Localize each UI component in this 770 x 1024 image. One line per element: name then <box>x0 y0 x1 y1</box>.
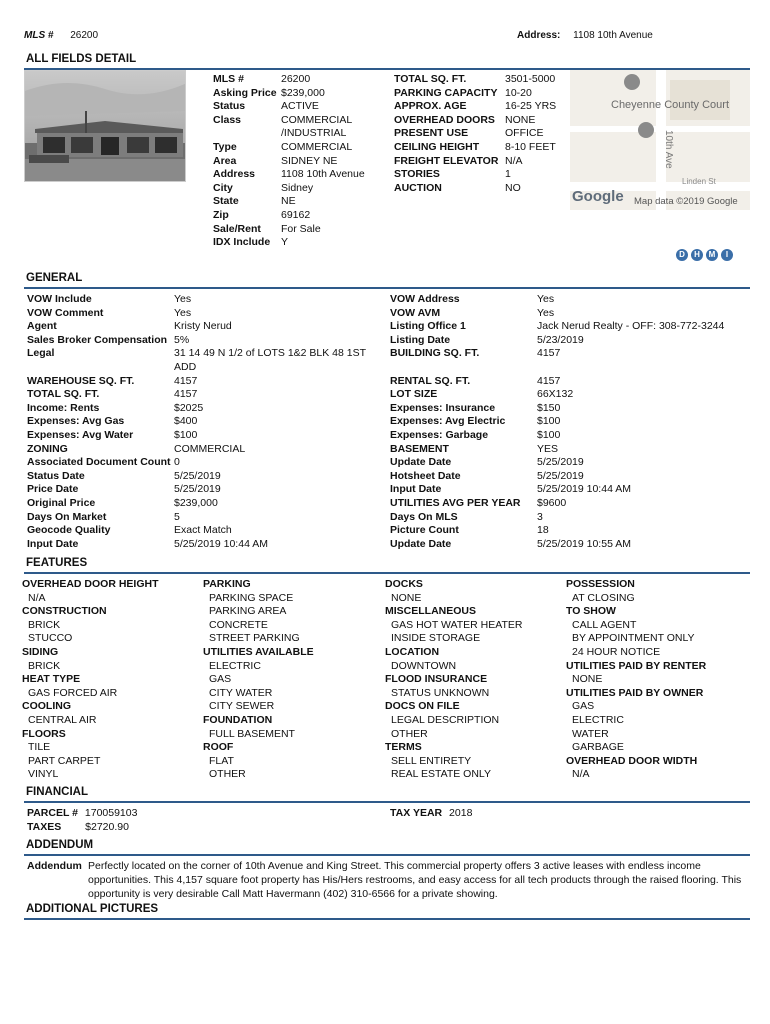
feature-heading: FLOORS <box>22 727 66 740</box>
field-value: 66X132 <box>537 388 574 401</box>
feature-heading: DOCS ON FILE <box>385 700 460 713</box>
feature-item: STREET PARKING <box>209 632 300 645</box>
field-value: 5/25/2019 <box>537 456 584 469</box>
field-label <box>27 361 174 375</box>
badge-h[interactable]: H <box>691 249 703 261</box>
field-label: Expenses: Garbage <box>390 428 489 441</box>
feature-item: PARKING AREA <box>209 605 287 618</box>
field-label: Input Date <box>27 537 79 550</box>
badge-m[interactable]: M <box>706 249 718 261</box>
field-value: 5/25/2019 <box>537 469 584 482</box>
field-value: YES <box>537 442 559 455</box>
field-row <box>390 497 724 511</box>
section-title: GENERAL <box>26 272 83 285</box>
field-label: Days On Market <box>27 510 107 523</box>
field-value: NONE <box>505 113 536 126</box>
field-row <box>390 456 724 470</box>
feature-item: GAS HOT WATER HEATER <box>391 618 523 631</box>
field-row <box>27 470 366 484</box>
summary-right <box>394 73 556 195</box>
field-row <box>27 402 366 416</box>
field-value: $400 <box>174 415 198 428</box>
parcel-value: 170059103 <box>84 807 138 819</box>
field-value: OFFICE <box>505 127 544 140</box>
header-mls-value: 26200 <box>70 30 99 41</box>
field-row <box>394 114 556 128</box>
field-label: Expenses: Avg Water <box>27 428 134 441</box>
field-row <box>394 73 556 87</box>
field-row <box>27 524 366 538</box>
field-label: MLS # <box>213 73 244 85</box>
field-row <box>27 388 366 402</box>
field-row <box>213 87 365 101</box>
field-label: BUILDING SQ. FT. <box>390 347 480 360</box>
field-row <box>27 538 366 552</box>
field-row <box>27 429 366 443</box>
field-label: Associated Document Count <box>27 456 171 469</box>
feature-item: BY APPOINTMENT ONLY <box>572 632 695 645</box>
field-value: ACTIVE <box>281 100 319 113</box>
taxes-value: $2720.90 <box>85 821 129 833</box>
field-label: State <box>213 195 239 208</box>
badge-i[interactable]: I <box>721 249 733 261</box>
field-row <box>390 483 724 497</box>
field-label: FREIGHT ELEVATOR <box>394 154 499 167</box>
field-label: IDX Include <box>213 236 271 249</box>
section-title: ADDITIONAL PICTURES <box>26 903 159 916</box>
field-label: Sale/Rent <box>213 222 261 235</box>
field-value: 4157 <box>537 374 561 387</box>
field-row <box>390 347 724 361</box>
header-mls-label: MLS # <box>24 30 54 41</box>
field-value: Yes <box>537 306 555 319</box>
field-label: CEILING HEIGHT <box>394 140 480 153</box>
field-label: STORIES <box>394 168 440 181</box>
field-value: /INDUSTRIAL <box>281 127 347 140</box>
features-col-4 <box>566 578 706 782</box>
field-value: 5% <box>174 333 190 346</box>
field-label: Expenses: Avg Electric <box>390 415 506 428</box>
field-label: Zip <box>213 208 229 221</box>
field-value: Yes <box>174 306 192 319</box>
field-label <box>390 361 537 375</box>
feature-item: CONCRETE <box>209 618 268 631</box>
feature-heading: CONSTRUCTION <box>22 605 107 618</box>
features-col-3 <box>385 578 522 782</box>
section-title: ADDENDUM <box>26 839 94 852</box>
property-photo[interactable] <box>24 70 186 182</box>
field-value: 0 <box>174 456 180 469</box>
section-addendum <box>24 839 750 856</box>
field-value: ADD <box>174 360 197 373</box>
field-value: COMMERCIAL <box>174 442 246 455</box>
addendum-line-2: opportunities. This 4,157 square foot property has His/Hers restrooms, and easy access for all tech products through the raised flooring. This <box>88 874 742 886</box>
field-value: $100 <box>174 428 198 441</box>
feature-heading: ROOF <box>203 741 234 754</box>
feature-heading: PARKING <box>203 578 251 590</box>
feature-heading: FLOOD INSURANCE <box>385 673 488 686</box>
field-label: APPROX. AGE <box>394 100 467 113</box>
field-row <box>390 388 724 402</box>
field-value: Jack Nerud Realty - OFF: 308-772-3244 <box>537 320 725 333</box>
field-label: OVERHEAD DOORS <box>394 113 495 126</box>
field-row <box>213 127 365 141</box>
field-value: $9600 <box>537 496 567 509</box>
field-label: TOTAL SQ. FT. <box>27 388 100 401</box>
field-value: 5/25/2019 <box>174 483 221 496</box>
field-value: 5/25/2019 10:44 AM <box>537 483 631 496</box>
feature-heading: TERMS <box>385 741 422 754</box>
field-label: Expenses: Avg Gas <box>27 415 125 428</box>
field-row <box>27 334 366 348</box>
field-value: Yes <box>537 293 555 305</box>
field-row <box>213 73 365 87</box>
field-value: $239,000 <box>281 86 325 99</box>
field-value: 1 <box>505 168 511 181</box>
field-value: Yes <box>174 293 192 305</box>
field-label: RENTAL SQ. FT. <box>390 374 471 387</box>
section-title: FEATURES <box>26 557 88 570</box>
field-label: ZONING <box>27 442 68 455</box>
feature-item: TILE <box>28 741 51 754</box>
field-row <box>27 443 366 457</box>
field-value: For Sale <box>281 222 321 235</box>
field-label: Expenses: Insurance <box>390 401 496 414</box>
map-label-street: Linden St <box>682 177 716 186</box>
feature-item: CALL AGENT <box>572 618 637 631</box>
feature-item: BRICK <box>28 659 61 672</box>
field-label: PARKING CAPACITY <box>394 86 498 99</box>
field-row <box>394 127 556 141</box>
field-row <box>390 402 724 416</box>
addendum-text <box>88 860 748 902</box>
field-label: Listing Office 1 <box>390 320 466 333</box>
features-col-1 <box>22 578 159 782</box>
header-address <box>517 29 653 43</box>
feature-item: GARBAGE <box>572 741 624 754</box>
field-row <box>213 182 365 196</box>
field-value: Kristy Nerud <box>174 320 232 333</box>
field-row <box>27 347 366 361</box>
field-value: 3501-5000 <box>505 73 556 85</box>
field-value: 4157 <box>174 388 198 401</box>
field-label: VOW Include <box>27 293 92 305</box>
field-row <box>390 443 724 457</box>
field-row <box>27 511 366 525</box>
field-row <box>390 511 724 525</box>
field-label: Class <box>213 113 242 126</box>
field-label: Income: Rents <box>27 401 100 414</box>
field-value: 1108 10th Avenue <box>281 168 365 181</box>
field-label: LOT SIZE <box>390 388 438 401</box>
field-row <box>213 100 365 114</box>
field-value: COMMERCIAL <box>281 113 353 126</box>
feature-heading: COOLING <box>22 700 71 713</box>
feature-heading: OVERHEAD DOOR WIDTH <box>566 754 698 767</box>
feature-item: SELL ENTIRETY <box>391 754 472 767</box>
field-label: PRESENT USE <box>394 127 469 140</box>
field-label: City <box>213 181 233 194</box>
field-label: Status <box>213 100 246 113</box>
field-value: 10-20 <box>505 86 532 99</box>
feature-heading: LOCATION <box>385 645 440 658</box>
parcel-label: PARCEL # <box>27 807 78 819</box>
feature-item: FLAT <box>209 754 234 767</box>
field-label: Update Date <box>390 537 452 550</box>
feature-item: ELECTRIC <box>209 659 261 672</box>
field-label: Hotsheet Date <box>390 469 461 482</box>
feature-heading: SIDING <box>22 645 59 658</box>
field-value: 5 <box>174 510 180 523</box>
feature-item: CENTRAL AIR <box>28 713 97 726</box>
field-value: $150 <box>537 401 561 414</box>
field-row <box>27 483 366 497</box>
map-label-avenue: 10th Ave <box>663 130 674 169</box>
field-value: 5/25/2019 <box>174 469 221 482</box>
field-label: Price Date <box>27 483 79 496</box>
tax-year-label: TAX YEAR <box>390 807 443 819</box>
field-value: 3 <box>537 510 543 523</box>
field-value: NE <box>281 195 296 208</box>
feature-heading: OVERHEAD DOOR HEIGHT <box>22 578 159 590</box>
feature-item: GAS <box>209 673 232 686</box>
feature-item: ELECTRIC <box>572 713 624 726</box>
feature-heading: MISCELLANEOUS <box>385 605 477 618</box>
field-value: SIDNEY NE <box>281 154 338 167</box>
section-all-fields <box>24 53 750 70</box>
field-row <box>394 141 556 155</box>
feature-heading: POSSESSION <box>566 578 635 590</box>
header-address-label: Address: <box>517 30 561 41</box>
field-row <box>27 415 366 429</box>
field-value: 69162 <box>281 208 311 221</box>
field-row <box>394 182 556 196</box>
feature-heading: DOCKS <box>385 578 423 590</box>
field-value: 5/23/2019 <box>537 333 584 346</box>
section-general <box>24 272 750 289</box>
field-label: Input Date <box>390 483 442 496</box>
map-label-court: Cheyenne County Court <box>611 99 730 111</box>
field-row <box>27 375 366 389</box>
map-attribution: Map data ©2019 Google <box>634 196 738 207</box>
summary-left <box>213 73 365 250</box>
feature-heading: TO SHOW <box>566 605 616 618</box>
field-row <box>390 538 724 552</box>
field-label: VOW Address <box>390 293 460 305</box>
field-row <box>213 223 365 237</box>
feature-item: BRICK <box>28 618 61 631</box>
field-row <box>390 375 724 389</box>
field-value: 18 <box>537 524 549 537</box>
feature-heading: UTILITIES PAID BY RENTER <box>566 659 707 672</box>
field-label: Status Date <box>27 469 85 482</box>
field-value: 31 14 49 N 1/2 of LOTS 1&2 BLK 48 1ST <box>174 347 367 360</box>
feature-heading: HEAT TYPE <box>22 673 81 686</box>
field-row <box>213 168 365 182</box>
field-row <box>390 334 724 348</box>
field-value: 5/25/2019 10:55 AM <box>537 537 631 550</box>
tax-year-row <box>390 807 472 821</box>
field-row <box>390 524 724 538</box>
general-right <box>390 293 724 551</box>
field-value: 16-25 YRS <box>505 100 557 113</box>
field-value: $239,000 <box>174 496 218 509</box>
field-label: Listing Date <box>390 333 451 346</box>
field-label: Asking Price <box>213 86 277 99</box>
field-value: 8-10 FEET <box>505 140 556 153</box>
feature-item: GAS FORCED AIR <box>28 686 118 699</box>
field-row <box>390 361 724 375</box>
field-value: $100 <box>537 428 561 441</box>
tax-year-value: 2018 <box>449 807 473 819</box>
feature-item: GAS <box>572 700 595 713</box>
field-row <box>390 470 724 484</box>
field-label: AUCTION <box>394 181 442 194</box>
badge-d[interactable]: D <box>676 249 688 261</box>
header-address-value: 1108 10th Avenue <box>573 30 653 41</box>
field-label: Legal <box>27 347 55 360</box>
map-logo: Google <box>572 188 624 205</box>
feature-item: DOWNTOWN <box>391 659 457 672</box>
field-row <box>27 320 366 334</box>
media-badges <box>676 249 733 261</box>
section-title: ALL FIELDS DETAIL <box>26 53 137 66</box>
section-title: FINANCIAL <box>26 786 88 799</box>
field-label: Area <box>213 154 237 167</box>
field-label: Sales Broker Compensation <box>27 333 168 346</box>
field-row <box>390 307 724 321</box>
feature-item: PART CARPET <box>28 754 101 767</box>
taxes-row <box>27 821 129 835</box>
header-mls <box>24 29 98 43</box>
feature-item: LEGAL DESCRIPTION <box>391 713 500 726</box>
feature-item: STATUS UNKNOWN <box>391 686 490 699</box>
general-left <box>27 293 366 551</box>
field-value: $100 <box>537 415 561 428</box>
feature-heading: UTILITIES PAID BY OWNER <box>566 686 704 699</box>
section-financial <box>24 786 750 803</box>
field-row <box>27 456 366 470</box>
field-row <box>390 320 724 334</box>
field-value: 4157 <box>174 374 198 387</box>
feature-item: OTHER <box>391 727 428 740</box>
field-row <box>213 141 365 155</box>
feature-item: N/A <box>572 768 590 781</box>
feature-item: NONE <box>572 673 603 686</box>
field-row <box>394 168 556 182</box>
feature-item: VINYL <box>28 768 59 781</box>
feature-item: N/A <box>28 591 46 604</box>
addendum-line-3: opportunity is very desirable Call Matt Havermann (402) 310-6566 for a private showing. <box>88 888 498 900</box>
feature-item: PARKING SPACE <box>209 591 294 604</box>
field-label: Type <box>213 140 237 153</box>
field-row <box>27 293 366 307</box>
feature-item: NONE <box>391 591 422 604</box>
feature-item: INSIDE STORAGE <box>391 632 481 645</box>
field-label: VOW Comment <box>27 306 104 319</box>
field-row <box>213 236 365 250</box>
field-label: BASEMENT <box>390 442 449 455</box>
feature-item: FULL BASEMENT <box>209 727 295 740</box>
field-value: Exact Match <box>174 524 232 537</box>
parcel-row <box>27 807 137 821</box>
location-map[interactable] <box>570 70 750 210</box>
field-label: Days On MLS <box>390 510 458 523</box>
field-label: Geocode Quality <box>27 524 111 537</box>
field-row <box>394 155 556 169</box>
field-label <box>213 127 281 141</box>
field-row <box>213 155 365 169</box>
field-row <box>27 497 366 511</box>
field-value: 26200 <box>281 73 311 85</box>
field-label: Update Date <box>390 456 452 469</box>
field-row <box>213 209 365 223</box>
section-features <box>24 557 750 574</box>
field-label: TOTAL SQ. FT. <box>394 73 467 85</box>
field-row <box>27 361 366 375</box>
field-row <box>390 293 724 307</box>
addendum-label: Addendum <box>27 860 82 872</box>
field-value: Y <box>281 236 289 249</box>
feature-item: 24 HOUR NOTICE <box>572 645 661 658</box>
feature-item: REAL ESTATE ONLY <box>391 768 491 781</box>
field-row <box>394 87 556 101</box>
field-value: Sidney <box>281 181 314 194</box>
feature-heading: UTILITIES AVAILABLE <box>203 645 314 658</box>
field-row <box>27 307 366 321</box>
feature-item: AT CLOSING <box>572 591 635 604</box>
field-label: Original Price <box>27 496 96 509</box>
field-label: UTILITIES AVG PER YEAR <box>390 496 521 509</box>
field-value: N/A <box>505 154 523 167</box>
feature-heading: FOUNDATION <box>203 713 273 726</box>
field-label: Picture Count <box>390 524 459 537</box>
features-col-2 <box>203 578 314 782</box>
addendum-line-1: Perfectly located on the corner of 10th Avenue and King Street. This commercial property offers 3 active leases with endless income <box>88 860 701 872</box>
field-value: $2025 <box>174 401 204 414</box>
field-value: NO <box>505 181 521 194</box>
field-row <box>390 415 724 429</box>
feature-item: STUCCO <box>28 632 73 645</box>
feature-item: WATER <box>572 727 609 740</box>
feature-item: OTHER <box>209 768 246 781</box>
field-label: Agent <box>27 320 57 333</box>
section-additional-pictures <box>24 903 750 920</box>
field-label: VOW AVM <box>390 306 441 319</box>
field-row <box>213 114 365 128</box>
feature-item: CITY WATER <box>209 686 273 699</box>
field-label: WAREHOUSE SQ. FT. <box>27 374 135 387</box>
field-row <box>390 429 724 443</box>
field-row <box>394 100 556 114</box>
field-value: 5/25/2019 10:44 AM <box>174 537 268 550</box>
field-row <box>213 195 365 209</box>
field-label: Address <box>213 168 256 181</box>
taxes-label: TAXES <box>27 821 62 833</box>
feature-item: CITY SEWER <box>209 700 275 713</box>
field-value: 4157 <box>537 347 561 360</box>
field-value: COMMERCIAL <box>281 140 353 153</box>
